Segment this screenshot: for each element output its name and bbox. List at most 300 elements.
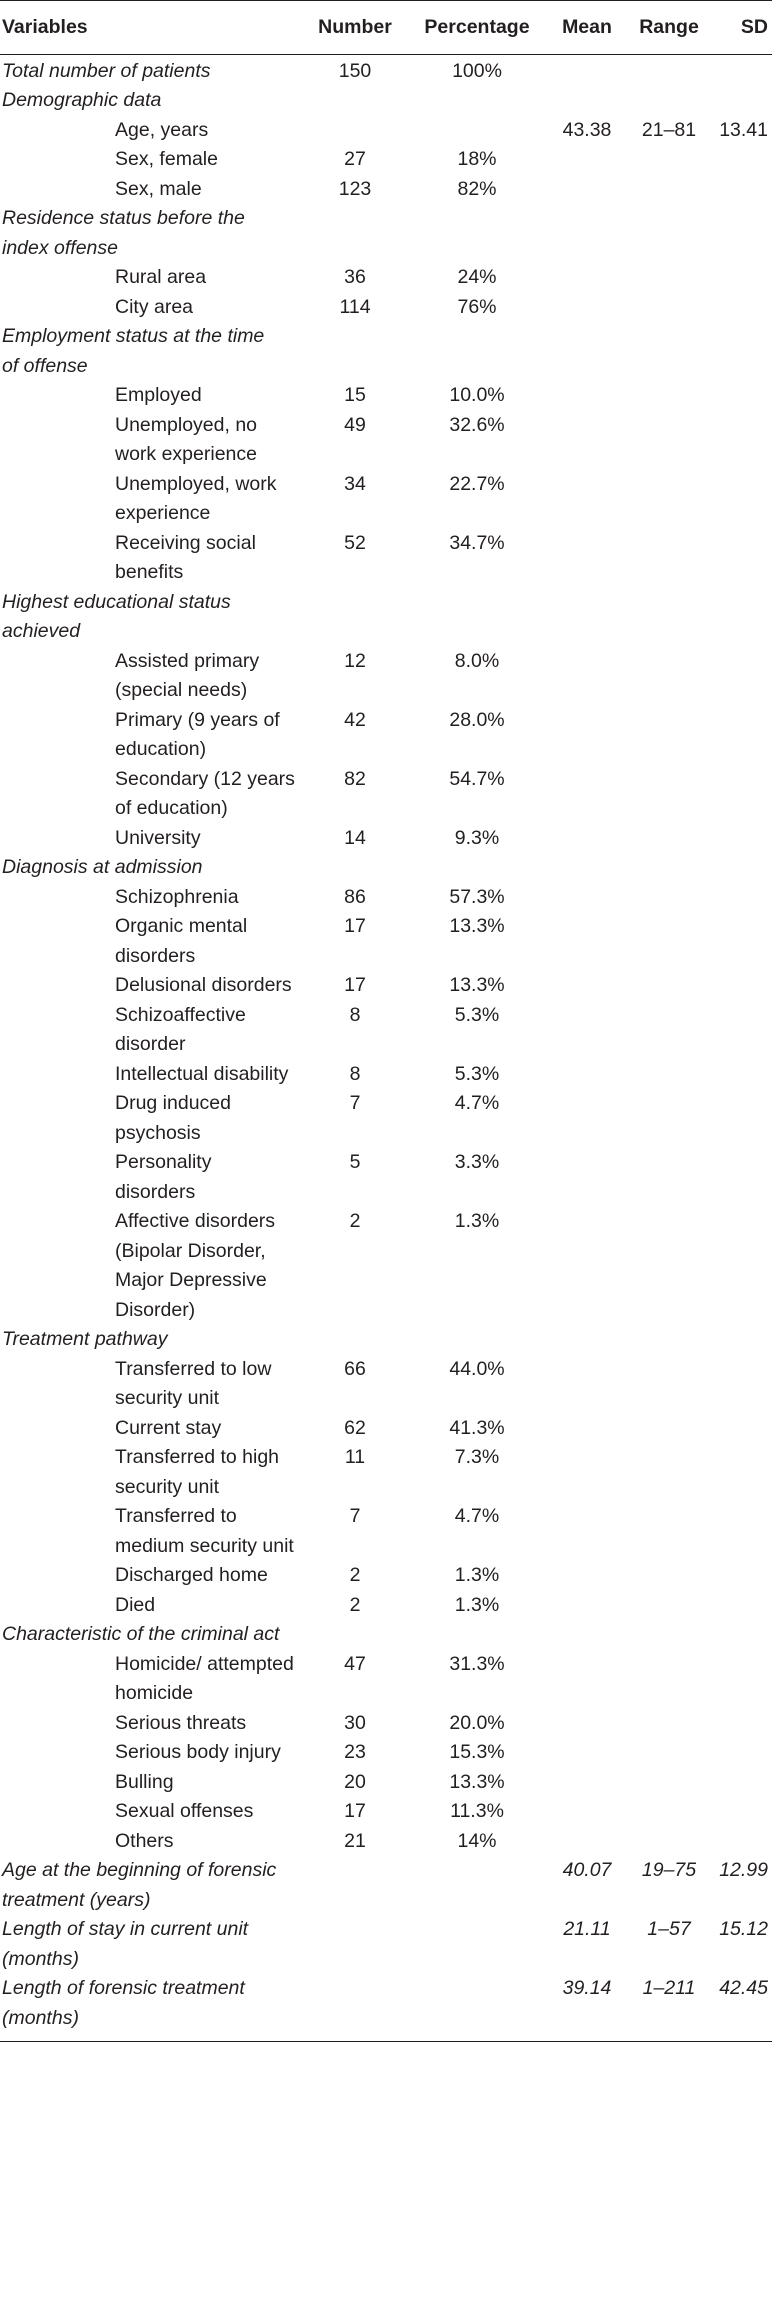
mean-cell (546, 1148, 628, 1207)
number-cell: 21 (344, 1829, 366, 1852)
range-cell (628, 1591, 710, 1621)
number-cell (302, 1974, 408, 2042)
mean-cell (546, 1591, 628, 1621)
mean-cell (546, 1797, 628, 1827)
range-cell (628, 1443, 710, 1502)
number-cell (302, 86, 408, 116)
mean-cell (546, 1650, 628, 1709)
number-cell (302, 1856, 408, 1915)
table-row (0, 1738, 772, 1768)
mean-cell (546, 293, 628, 323)
variable-label: Primary (9 years of education) (115, 708, 280, 760)
variable-label: City area (115, 295, 194, 318)
variable-label: Demographic data (2, 89, 162, 111)
table-row (0, 647, 772, 706)
number-cell: 17 (344, 974, 366, 996)
range-cell (628, 912, 710, 971)
table-row (0, 765, 772, 824)
range-cell (628, 145, 710, 175)
table-row (0, 706, 772, 765)
header-percentage: Percentage (408, 1, 546, 55)
percentage-cell: 82% (457, 177, 497, 200)
number-cell (302, 1325, 408, 1355)
table-row (0, 883, 772, 913)
range-cell (628, 1060, 710, 1090)
percentage-cell (408, 1620, 546, 1650)
mean-cell: 21.11 (563, 1918, 611, 1940)
variable-label: Total number of patients (2, 59, 211, 82)
header-range: Range (628, 1, 710, 55)
section-row (0, 1856, 772, 1915)
table-row (0, 293, 772, 323)
sd-cell (710, 204, 772, 263)
percentage-cell (408, 204, 546, 263)
percentage-cell: 15.3% (449, 1741, 505, 1763)
sd-cell (710, 1768, 772, 1798)
mean-cell (546, 1325, 628, 1355)
sd-cell (710, 1443, 772, 1502)
percentage-cell: 1.3% (454, 1564, 500, 1586)
number-cell: 27 (344, 148, 366, 170)
mean-cell (546, 912, 628, 971)
percentage-cell (408, 853, 546, 883)
number-cell: 15 (344, 384, 366, 406)
section-row (0, 588, 772, 647)
variable-label: Schizophrenia (115, 885, 239, 908)
range-cell (628, 470, 710, 529)
table-row (0, 1650, 772, 1709)
percentage-cell: 1.3% (454, 1593, 500, 1616)
percentage-cell: 57.3% (449, 885, 505, 908)
section-row (0, 1915, 772, 1974)
variable-label: Age, years (115, 118, 209, 141)
mean-cell (546, 1502, 628, 1561)
sd-cell (710, 529, 772, 588)
number-cell: 36 (344, 266, 366, 288)
range-cell: 21–81 (641, 118, 697, 141)
range-cell (628, 765, 710, 824)
variable-label: Serious body injury (115, 1741, 281, 1763)
table-body (0, 54, 772, 2042)
sd-cell (710, 293, 772, 323)
percentage-cell: 1.3% (454, 1210, 500, 1232)
number-cell: 12 (344, 649, 366, 672)
variable-label: Length of stay in current unit (months) (2, 1918, 249, 1970)
sd-cell (710, 765, 772, 824)
range-cell (628, 1502, 710, 1561)
variable-label: Age at the beginning of forensic treatment (years) (2, 1859, 277, 1911)
header-sd: SD (710, 1, 772, 55)
number-cell (302, 1915, 408, 1974)
variable-label: Delusional disorders (115, 974, 292, 996)
sd-cell (710, 912, 772, 971)
mean-cell (546, 1620, 628, 1650)
section-row (0, 853, 772, 883)
percentage-cell: 32.6% (449, 413, 505, 436)
table-row (0, 824, 772, 854)
mean-cell (546, 54, 628, 86)
percentage-cell (408, 116, 546, 146)
sd-cell (710, 1502, 772, 1561)
variable-label: Bulling (115, 1770, 174, 1793)
mean-cell (546, 824, 628, 854)
sd-cell (710, 1620, 772, 1650)
sd-cell (710, 853, 772, 883)
section-row (0, 322, 772, 381)
mean-cell (546, 883, 628, 913)
range-cell (628, 1620, 710, 1650)
sd-cell (710, 824, 772, 854)
table-row (0, 411, 772, 470)
mean-cell (546, 588, 628, 647)
percentage-cell: 13.3% (449, 974, 505, 996)
table-row (0, 1001, 772, 1060)
sd-cell (710, 971, 772, 1001)
percentage-cell: 13.3% (449, 1770, 505, 1793)
mean-cell (546, 765, 628, 824)
mean-cell (546, 263, 628, 293)
number-cell: 82 (344, 767, 366, 790)
range-cell (628, 1089, 710, 1148)
variable-label: Characteristic of the criminal act (2, 1623, 280, 1645)
range-cell (628, 1650, 710, 1709)
percentage-cell: 14% (457, 1829, 497, 1852)
percentage-cell: 76% (457, 295, 497, 318)
header-number: Number (302, 1, 408, 55)
percentage-cell: 3.3% (454, 1151, 500, 1173)
range-cell (628, 1207, 710, 1325)
number-cell: 2 (349, 1593, 361, 1616)
range-cell (628, 322, 710, 381)
table-row (0, 1207, 772, 1325)
variable-label: Unemployed, work experience (115, 472, 277, 524)
percentage-cell (408, 1974, 546, 2042)
variable-label: Sexual offenses (115, 1800, 254, 1822)
sd-cell (710, 175, 772, 205)
sd-cell (710, 1650, 772, 1709)
section-row (0, 1620, 772, 1650)
sd-cell (710, 1591, 772, 1621)
number-cell: 86 (344, 885, 366, 908)
range-cell (628, 381, 710, 411)
number-cell: 30 (344, 1711, 366, 1734)
range-cell (628, 54, 710, 86)
mean-cell (546, 322, 628, 381)
variable-label: Unemployed, no work experience (115, 413, 258, 465)
variable-label: Employment status at the time of offense (2, 325, 265, 377)
percentage-cell (408, 1915, 546, 1974)
variable-label: Assisted primary (special needs) (115, 649, 260, 701)
variable-label: Rural area (115, 266, 207, 288)
sd-cell (710, 1089, 772, 1148)
number-cell: 8 (349, 1062, 361, 1085)
mean-cell: 43.38 (562, 118, 612, 141)
range-cell (628, 647, 710, 706)
variable-label: Discharged home (115, 1564, 268, 1586)
variable-label: Transferred to high security unit (115, 1446, 280, 1498)
sd-cell (710, 1060, 772, 1090)
sd-cell (710, 1148, 772, 1207)
sd-cell (710, 1561, 772, 1591)
variable-label: Treatment pathway (2, 1328, 168, 1350)
mean-cell (546, 1561, 628, 1591)
variable-label: Highest educational status achieved (2, 590, 231, 642)
table-row (0, 470, 772, 529)
section-row (0, 54, 772, 86)
range-cell (628, 86, 710, 116)
mean-cell (546, 470, 628, 529)
variable-label: Affective disorders (Bipolar Disorder, Major Depressive Disorder) (115, 1210, 276, 1321)
variable-label: Intellectual disability (115, 1062, 289, 1085)
range-cell (628, 588, 710, 647)
percentage-cell: 22.7% (449, 472, 505, 495)
percentage-cell (408, 588, 546, 647)
variable-label: Receiving social benefits (115, 531, 256, 583)
mean-cell (546, 1414, 628, 1444)
percentage-cell: 41.3% (449, 1416, 505, 1439)
mean-cell (546, 1709, 628, 1739)
section-row (0, 204, 772, 263)
number-cell: 2 (349, 1564, 361, 1586)
number-cell (302, 853, 408, 883)
percentage-cell: 18% (457, 148, 497, 170)
sd-cell (710, 1414, 772, 1444)
sd-cell: 42.45 (710, 1974, 772, 2042)
table-row (0, 1709, 772, 1739)
mean-cell: 39.14 (546, 1974, 628, 2042)
number-cell: 17 (344, 1800, 366, 1822)
sd-cell (710, 1001, 772, 1060)
variable-label: Employed (115, 384, 202, 406)
range-cell: 1–211 (628, 1974, 710, 2042)
percentage-cell: 13.3% (449, 915, 505, 937)
range-cell: 1–57 (647, 1918, 691, 1940)
table-row (0, 1148, 772, 1207)
percentage-cell: 31.3% (449, 1652, 505, 1675)
header-row (0, 1, 772, 55)
number-cell: 52 (344, 531, 366, 554)
number-cell (302, 1620, 408, 1650)
mean-cell (546, 1060, 628, 1090)
percentage-cell: 8.0% (454, 649, 500, 672)
table-row (0, 175, 772, 205)
percentage-cell (408, 1325, 546, 1355)
mean-cell (546, 1355, 628, 1414)
variable-label: University (115, 826, 201, 849)
percentage-cell (408, 322, 546, 381)
variable-label: Drug induced psychosis (115, 1092, 231, 1144)
sd-cell (710, 1709, 772, 1739)
sd-cell (710, 54, 772, 86)
number-cell: 8 (349, 1003, 361, 1026)
table-row (0, 1060, 772, 1090)
variable-label: Transferred to low security unit (115, 1357, 272, 1409)
variable-label: Sex, female (115, 148, 218, 170)
table-row (0, 1768, 772, 1798)
sd-cell (710, 706, 772, 765)
mean-cell (546, 1207, 628, 1325)
number-cell (302, 322, 408, 381)
sd-cell: 12.99 (719, 1859, 768, 1881)
table-row (0, 912, 772, 971)
mean-cell (546, 145, 628, 175)
table-row (0, 1591, 772, 1621)
range-cell (628, 1355, 710, 1414)
range-cell (628, 293, 710, 323)
table-row (0, 1797, 772, 1827)
percentage-cell: 4.7% (454, 1505, 500, 1527)
header-variables: Variables (0, 1, 302, 55)
mean-cell (546, 1089, 628, 1148)
mean-cell (546, 204, 628, 263)
variable-label: Transferred to medium security unit (115, 1505, 294, 1557)
mean-cell (546, 175, 628, 205)
range-cell (628, 175, 710, 205)
mean-cell (546, 1738, 628, 1768)
range-cell (628, 1414, 710, 1444)
sd-cell (710, 1355, 772, 1414)
range-cell (628, 1561, 710, 1591)
sd-cell: 15.12 (719, 1918, 768, 1940)
variable-label: Personality disorders (115, 1151, 212, 1203)
sd-cell (710, 322, 772, 381)
range-cell (628, 263, 710, 293)
sd-cell: 13.41 (719, 118, 768, 141)
section-row (0, 1325, 772, 1355)
number-cell: 11 (344, 1446, 366, 1468)
range-cell (628, 1738, 710, 1768)
variable-label: Length of forensic treatment (months) (0, 1974, 302, 2042)
number-cell: 62 (344, 1416, 366, 1439)
variable-label: Secondary (12 years of education) (115, 767, 295, 819)
range-cell (628, 824, 710, 854)
percentage-cell (408, 1856, 546, 1915)
percentage-cell: 24% (457, 266, 497, 288)
percentage-cell: 10.0% (449, 384, 505, 406)
sd-cell (710, 1738, 772, 1768)
table-row (0, 1827, 772, 1857)
sd-cell (710, 86, 772, 116)
range-cell (628, 411, 710, 470)
percentage-cell: 54.7% (449, 767, 505, 790)
variable-label: Residence status before the index offense (2, 207, 245, 259)
range-cell (628, 1001, 710, 1060)
percentage-cell: 100% (452, 59, 502, 82)
header-mean: Mean (546, 1, 628, 55)
mean-cell: 40.07 (562, 1859, 612, 1881)
number-cell: 5 (349, 1151, 361, 1173)
variable-label: Others (115, 1829, 174, 1852)
number-cell: 7 (349, 1505, 361, 1527)
variable-label: Homicide/ attempted homicide (115, 1652, 294, 1704)
sd-cell (710, 1207, 772, 1325)
sd-cell (710, 263, 772, 293)
range-cell (628, 706, 710, 765)
mean-cell (546, 853, 628, 883)
table-row (0, 145, 772, 175)
percentage-cell: 11.3% (450, 1800, 504, 1822)
range-cell (628, 1325, 710, 1355)
sd-cell (710, 647, 772, 706)
range-cell (628, 971, 710, 1001)
number-cell (302, 588, 408, 647)
mean-cell (546, 529, 628, 588)
range-cell (628, 1148, 710, 1207)
mean-cell (546, 86, 628, 116)
number-cell: 47 (344, 1652, 366, 1675)
number-cell (302, 116, 408, 146)
mean-cell (546, 1001, 628, 1060)
percentage-cell: 7.3% (454, 1446, 500, 1468)
table-row (0, 1414, 772, 1444)
variable-label: Organic mental disorders (115, 915, 248, 967)
number-cell: 17 (344, 915, 366, 937)
range-cell (628, 1827, 710, 1857)
range-cell (628, 853, 710, 883)
range-cell: 19–75 (641, 1859, 697, 1881)
number-cell: 2 (349, 1210, 361, 1232)
number-cell: 66 (344, 1357, 366, 1380)
range-cell (628, 529, 710, 588)
percentage-cell: 9.3% (454, 826, 500, 849)
percentage-cell: 44.0% (449, 1357, 505, 1380)
percentage-cell (408, 86, 546, 116)
variable-label: Diagnosis at admission (2, 856, 203, 878)
variable-label: Current stay (115, 1416, 222, 1439)
mean-cell (546, 411, 628, 470)
section-row (0, 1974, 772, 2042)
mean-cell (546, 1827, 628, 1857)
percentage-cell: 4.7% (454, 1092, 500, 1114)
mean-cell (546, 971, 628, 1001)
number-cell: 7 (349, 1092, 361, 1114)
range-cell (628, 1768, 710, 1798)
table-row (0, 529, 772, 588)
number-cell: 23 (344, 1741, 366, 1763)
table-row (0, 1089, 772, 1148)
table-row (0, 381, 772, 411)
variable-label: Schizoaffective disorder (115, 1003, 246, 1055)
mean-cell (546, 381, 628, 411)
table-row (0, 1502, 772, 1561)
sd-cell (710, 411, 772, 470)
table-row (0, 1561, 772, 1591)
percentage-cell: 5.3% (454, 1003, 500, 1026)
percentage-cell: 28.0% (449, 708, 505, 731)
percentage-cell: 34.7% (449, 531, 505, 554)
number-cell: 42 (344, 708, 366, 731)
range-cell (628, 1709, 710, 1739)
range-cell (628, 883, 710, 913)
table-row (0, 116, 772, 146)
mean-cell (546, 1443, 628, 1502)
sd-cell (710, 1325, 772, 1355)
sd-cell (710, 883, 772, 913)
mean-cell (546, 647, 628, 706)
percentage-cell: 20.0% (449, 1711, 505, 1734)
table-row (0, 971, 772, 1001)
number-cell: 14 (344, 826, 366, 849)
variable-label: Serious threats (115, 1711, 247, 1734)
table-row (0, 1355, 772, 1414)
sd-cell (710, 1827, 772, 1857)
section-row (0, 86, 772, 116)
mean-cell (546, 1768, 628, 1798)
number-cell: 114 (339, 295, 371, 318)
sd-cell (710, 381, 772, 411)
sd-cell (710, 588, 772, 647)
sd-cell (710, 1797, 772, 1827)
